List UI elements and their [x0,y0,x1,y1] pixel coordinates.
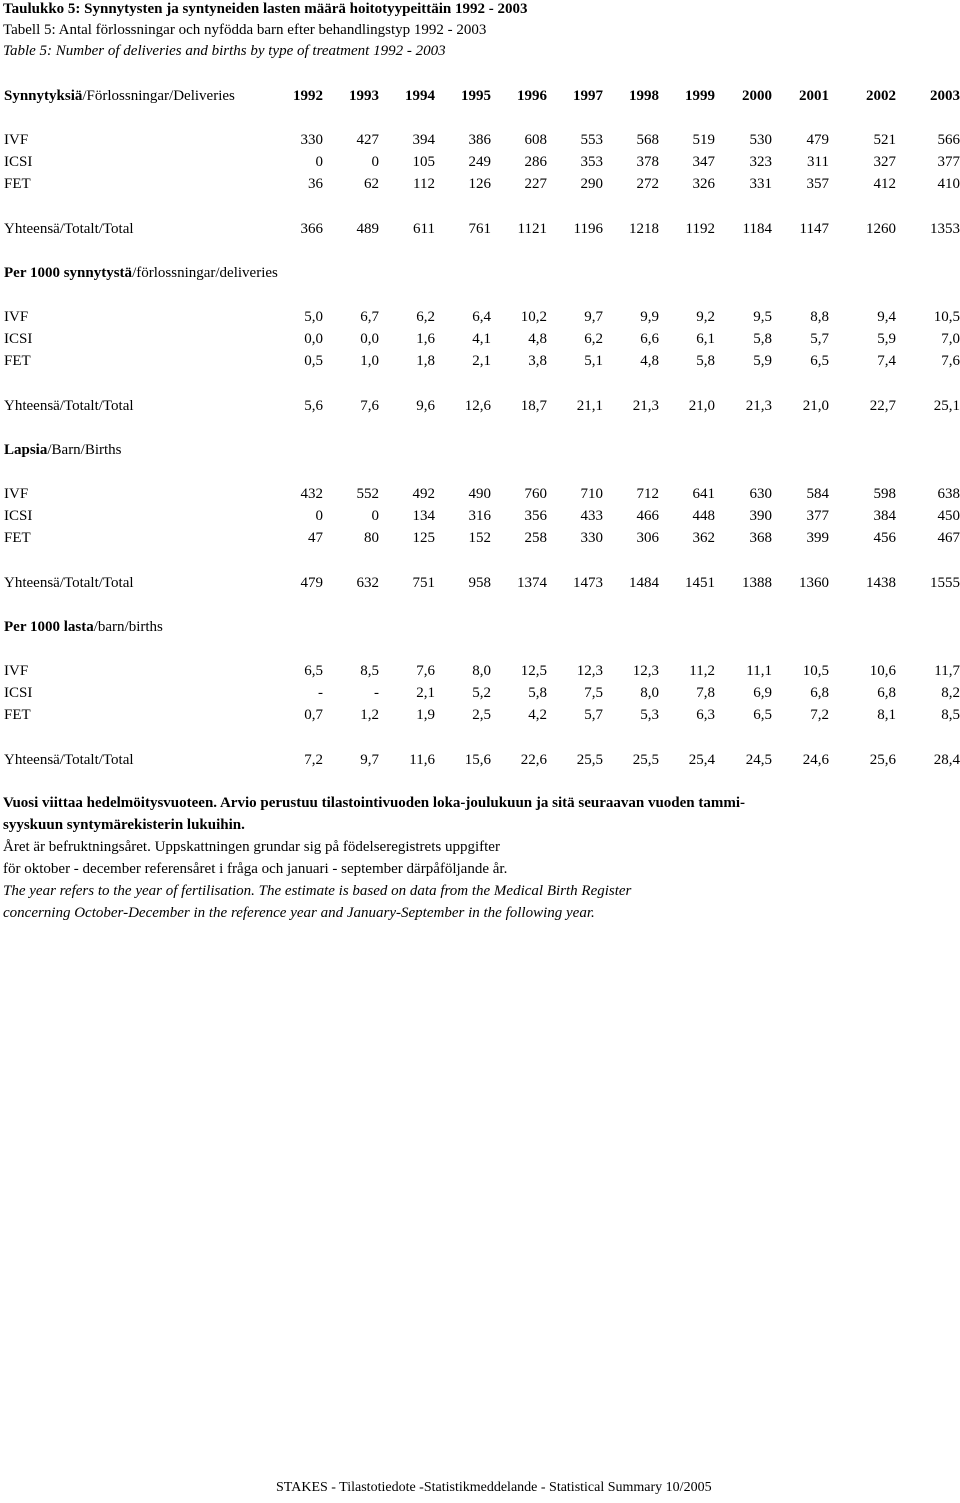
table-cell: 9,4 [877,309,896,325]
table-cell: 11,6 [409,752,435,768]
table-cell: 6,1 [696,331,715,347]
table-cell: 7,4 [877,353,896,369]
title-english: Table 5: Number of deliveries and births by type of treatment 1992 - 2003 [3,43,446,59]
year-header: 1995 [461,88,491,104]
table-cell: 6,5 [304,663,323,679]
table-cell: 433 [580,508,603,524]
table-cell: 1438 [866,575,896,591]
row-label: FET [4,176,31,192]
section-heading [4,439,122,461]
table-cell: 152 [468,530,491,546]
table-cell: 712 [636,486,659,502]
total-label: Yhteensä/Totalt/Total [4,752,134,768]
table-cell: 552 [356,486,379,502]
table-cell: 386 [468,132,491,148]
table-cell: 410 [937,176,960,192]
table-cell: 1388 [742,575,772,591]
table-cell: 553 [580,132,603,148]
table-cell: 326 [692,176,715,192]
table-cell: 286 [524,154,547,170]
table-cell: 8,8 [810,309,829,325]
table-cell: 5,9 [877,331,896,347]
page-footer: STAKES - Tilastotiedote -Statistikmeddelande - Statistical Summary 10/2005 [276,1480,712,1495]
table-cell: 6,8 [877,685,896,701]
row-label: FET [4,707,31,723]
table-cell: 1360 [799,575,829,591]
table-cell: 479 [300,575,323,591]
table-cell: 6,7 [360,309,379,325]
table-cell: 5,2 [472,685,491,701]
table-cell: 5,0 [304,309,323,325]
table-cell: 62 [364,176,379,192]
table-cell: 8,2 [941,685,960,701]
table-cell: 7,8 [696,685,715,701]
table-cell: 530 [749,132,772,148]
table-cell: 6,2 [584,331,603,347]
table-cell: 390 [749,508,772,524]
table-cell: 1374 [517,575,547,591]
table-cell: 7,2 [304,752,323,768]
year-header: 2001 [799,88,829,104]
table-cell: 1147 [799,221,829,237]
table-cell: 8,0 [472,663,491,679]
table-cell: 366 [300,221,323,237]
table-cell: 1353 [930,221,960,237]
section-heading [4,262,278,284]
table-cell: 316 [468,508,491,524]
year-header: 2000 [742,88,772,104]
table-cell: 7,5 [584,685,603,701]
table-total-row [0,572,960,594]
table-cell: 311 [807,154,829,170]
table-cell: 6,5 [753,707,772,723]
table-cell: 384 [873,508,896,524]
note-english-line-1: The year refers to the year of fertilisation. The estimate is based on data from the Medical Birth Register [3,883,632,899]
table-cell: 0 [371,154,379,170]
table-cell: 958 [468,575,491,591]
table-cell: 353 [580,154,603,170]
table-cell: 1196 [573,221,603,237]
year-header: 1998 [629,88,659,104]
year-header: 1996 [517,88,547,104]
table-cell: 566 [937,132,960,148]
table-cell: 492 [412,486,435,502]
table-cell: 5,8 [696,353,715,369]
table-cell: 15,6 [464,752,491,768]
title-finnish: Taulukko 5: Synnytysten ja syntyneiden lasten määrä hoitotyypeittäin 1992 - 2003 [3,1,528,17]
note-swedish-line-2: för oktober - december referensåret i fråga och januari - september därpåföljande år. [3,861,508,877]
table-cell: 6,4 [472,309,491,325]
table-row [0,660,960,682]
year-header: 1992 [293,88,323,104]
table-cell: 80 [364,530,379,546]
table-cell: 11,1 [746,663,772,679]
table-cell: 0,0 [360,331,379,347]
table-cell: 6,6 [640,331,659,347]
table-cell: 377 [937,154,960,170]
table-total-row [0,749,960,771]
table-cell: 490 [468,486,491,502]
table-row [0,505,960,527]
header-label-bold: Synnytyksiä [4,88,83,104]
table-cell: 1473 [573,575,603,591]
row-label: ICSI [4,685,33,701]
table-cell: 1121 [517,221,547,237]
table-cell: 2,1 [416,685,435,701]
table-cell: 134 [412,508,435,524]
table-cell: 105 [412,154,435,170]
table-row [0,682,960,704]
header-label-rest: /Förlossningar/Deliveries [82,88,235,104]
table-cell: 3,8 [528,353,547,369]
table-cell: 432 [300,486,323,502]
table-cell: 22,7 [869,398,896,414]
year-header: 1994 [405,88,435,104]
total-label: Yhteensä/Totalt/Total [4,221,134,237]
row-label: ICSI [4,154,33,170]
table-cell: 1,8 [416,353,435,369]
table-row [0,328,960,350]
table-cell: 1484 [629,575,659,591]
table-cell: 21,0 [688,398,715,414]
table-cell: 7,6 [360,398,379,414]
row-label: IVF [4,663,29,679]
table-cell: 126 [468,176,491,192]
table-cell: 25,5 [576,752,603,768]
table-cell: 272 [636,176,659,192]
table-cell: 399 [806,530,829,546]
table-cell: 5,7 [810,331,829,347]
table-titles [3,0,528,62]
table-cell: 10,5 [933,309,960,325]
table-cell: 467 [937,530,960,546]
table-cell: 25,1 [933,398,960,414]
table-cell: 7,2 [810,707,829,723]
table-cell: 368 [749,530,772,546]
table-cell: 751 [412,575,435,591]
table-cell: 5,8 [528,685,547,701]
table-cell: 1,9 [416,707,435,723]
table-cell: 632 [356,575,379,591]
table-cell: 519 [692,132,715,148]
table-cell: 258 [524,530,547,546]
table-cell: 638 [937,486,960,502]
table-cell: 12,6 [464,398,491,414]
row-label: ICSI [4,331,33,347]
table-cell: 1,0 [360,353,379,369]
table-cell: 25,5 [632,752,659,768]
table-cell: 347 [692,154,715,170]
table-cell: 7,6 [416,663,435,679]
table-cell: 489 [356,221,379,237]
table-cell: 630 [749,486,772,502]
table-cell: 249 [468,154,491,170]
table-cell: 21,3 [632,398,659,414]
table-cell: 641 [692,486,715,502]
table-cell: 0,7 [304,707,323,723]
table-cell: 306 [636,530,659,546]
table-total-row [0,395,960,417]
header-label [4,85,235,107]
table-row [0,151,960,173]
table-cell: 356 [524,508,547,524]
table-cell: 378 [636,154,659,170]
table-cell: 330 [580,530,603,546]
table-header-row [0,85,960,107]
table-cell: 18,7 [520,398,547,414]
table-cell: 448 [692,508,715,524]
table-cell: 760 [524,486,547,502]
table-total-row [0,218,960,240]
table-cell: 5,1 [584,353,603,369]
table-cell: 36 [308,176,323,192]
table-cell: 125 [412,530,435,546]
table-cell: 6,3 [696,707,715,723]
table-cell: 9,5 [753,309,772,325]
table-cell: 8,1 [877,707,896,723]
table-cell: 1,6 [416,331,435,347]
table-cell: 4,8 [528,331,547,347]
table-cell: 5,3 [640,707,659,723]
table-cell: 0 [315,508,323,524]
table-cell: 427 [356,132,379,148]
table-cell: 4,1 [472,331,491,347]
section-heading [4,616,163,638]
table-cell: 6,8 [810,685,829,701]
row-label: ICSI [4,508,33,524]
table-cell: 5,9 [753,353,772,369]
table-cell: 521 [873,132,896,148]
table-cell: 1451 [685,575,715,591]
section-heading-rest: /Barn/Births [47,442,122,458]
table-cell: 9,7 [360,752,379,768]
table-cell: 362 [692,530,715,546]
row-label: IVF [4,132,29,148]
table-cell: 377 [806,508,829,524]
table-cell: 25,6 [869,752,896,768]
table-cell: 4,8 [640,353,659,369]
table-cell: - [318,685,323,701]
year-header: 1993 [349,88,379,104]
table-cell: 47 [308,530,323,546]
table-cell: 8,5 [360,663,379,679]
table-cell: 10,5 [802,663,829,679]
table-cell: 9,2 [696,309,715,325]
section-heading-rest: /barn/births [93,619,163,635]
table-cell: 1,2 [360,707,379,723]
year-header: 1999 [685,88,715,104]
table-cell: 450 [937,508,960,524]
table-row [0,350,960,372]
table-cell: 28,4 [933,752,960,768]
table-cell: 0,0 [304,331,323,347]
table-cell: 568 [636,132,659,148]
note-finnish: Vuosi viittaa hedelmöitysvuoteen. Arvio perustuu tilastointivuoden loka-joulukuun ja sitä seuraavan vuoden tammi-syyskuun syntymärekisterin lukuihin. [3,795,746,833]
table-cell: 331 [749,176,772,192]
table-row [0,483,960,505]
total-label: Yhteensä/Totalt/Total [4,575,134,591]
table-cell: 0 [371,508,379,524]
table-row [0,704,960,726]
row-label: FET [4,530,31,546]
table-cell: 4,2 [528,707,547,723]
section-heading-bold: Lapsia [4,442,48,458]
table-cell: 598 [873,486,896,502]
year-header: 2002 [866,88,896,104]
section-heading-rest: /förlossningar/deliveries [132,265,278,281]
table-cell: - [374,685,379,701]
table-cell: 2,1 [472,353,491,369]
note-english-line-2: concerning October-December in the reference year and January-September in the following year. [3,905,595,921]
table-cell: 12,5 [520,663,547,679]
table-row [0,527,960,549]
table-row [0,173,960,195]
table-cell: 25,4 [688,752,715,768]
row-label: IVF [4,309,29,325]
table-row [0,306,960,328]
table-cell: 6,2 [416,309,435,325]
table-cell: 9,6 [416,398,435,414]
table-cell: 6,5 [810,353,829,369]
section-heading-bold: Per 1000 lasta [4,619,94,635]
table-cell: 9,9 [640,309,659,325]
table-cell: 2,5 [472,707,491,723]
table-cell: 5,6 [304,398,323,414]
table-cell: 21,0 [802,398,829,414]
table-cell: 1260 [866,221,896,237]
section-heading-bold: Per 1000 synnytystä [4,265,133,281]
table-cell: 330 [300,132,323,148]
table-cell: 1184 [742,221,772,237]
table-cell: 21,3 [745,398,772,414]
table-cell: 412 [873,176,896,192]
title-swedish: Tabell 5: Antal förlossningar och nyfödda barn efter behandlingstyp 1992 - 2003 [3,22,487,38]
table-cell: 22,6 [520,752,547,768]
table-cell: 9,7 [584,309,603,325]
footnotes [3,792,763,924]
table-cell: 1192 [685,221,715,237]
table-cell: 8,5 [941,707,960,723]
table-cell: 479 [806,132,829,148]
table-cell: 7,0 [941,331,960,347]
table-cell: 8,0 [640,685,659,701]
table-cell: 10,2 [520,309,547,325]
table-cell: 24,5 [745,752,772,768]
year-header: 2003 [930,88,960,104]
table-cell: 11,2 [689,663,715,679]
table-cell: 5,8 [753,331,772,347]
table-cell: 290 [580,176,603,192]
table-cell: 6,9 [753,685,772,701]
table-cell: 323 [749,154,772,170]
table-cell: 227 [524,176,547,192]
table-cell: 761 [468,221,491,237]
year-header: 1997 [573,88,603,104]
table-cell: 7,6 [941,353,960,369]
row-label: FET [4,353,31,369]
table-cell: 0,5 [304,353,323,369]
table-cell: 12,3 [632,663,659,679]
table-cell: 1218 [629,221,659,237]
table-cell: 456 [873,530,896,546]
table-cell: 357 [806,176,829,192]
total-label: Yhteensä/Totalt/Total [4,398,134,414]
table-cell: 5,7 [584,707,603,723]
row-label: IVF [4,486,29,502]
table-cell: 710 [580,486,603,502]
table-cell: 112 [413,176,435,192]
table-cell: 584 [806,486,829,502]
table-cell: 10,6 [869,663,896,679]
table-cell: 327 [873,154,896,170]
table-cell: 11,7 [934,663,960,679]
table-cell: 24,6 [802,752,829,768]
table-row [0,129,960,151]
table-cell: 21,1 [576,398,603,414]
table-cell: 12,3 [576,663,603,679]
note-swedish-line-1: Året är befruktningsåret. Uppskattningen grundar sig på födelseregistrets uppgifter [3,839,500,855]
table-cell: 394 [412,132,435,148]
table-cell: 466 [636,508,659,524]
table-cell: 1555 [930,575,960,591]
table-cell: 608 [524,132,547,148]
table-cell: 0 [315,154,323,170]
table-cell: 611 [413,221,435,237]
